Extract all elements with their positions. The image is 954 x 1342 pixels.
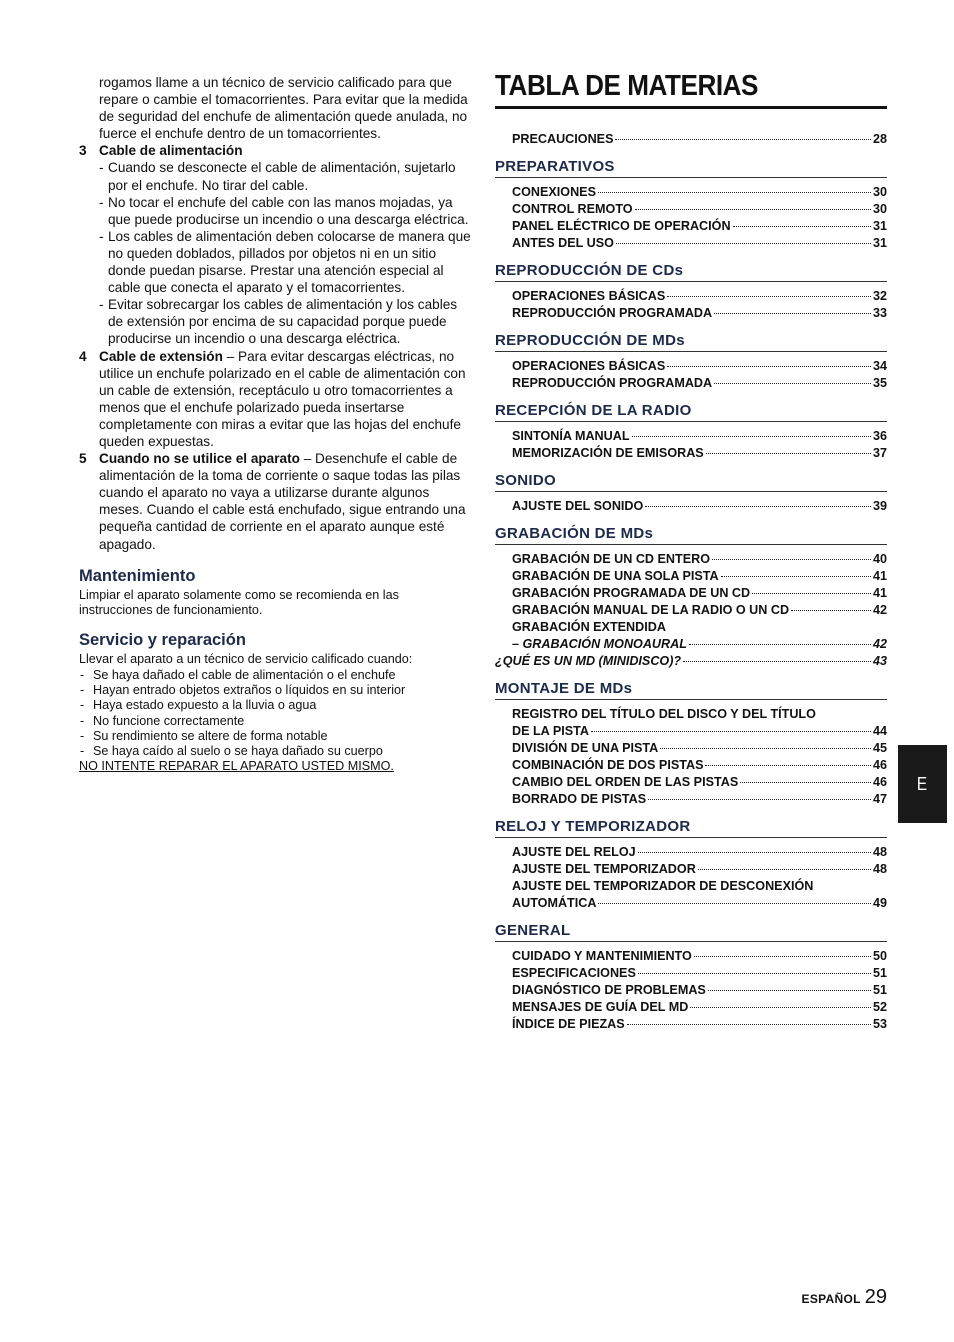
toc-entry-leader <box>598 903 871 904</box>
toc-entry <box>512 218 887 235</box>
toc-entry-label: OPERACIONES BÁSICAS <box>512 359 666 373</box>
toc-entry-label: DIVISIÓN DE UNA PISTA <box>512 741 659 755</box>
toc-section-heading: GENERAL <box>495 922 887 942</box>
servicio-bullet: - Hayan entrado objetos extraños o líquidos en su interior <box>80 683 406 697</box>
item-3-bullet: - No tocar el enchufe del cable con las manos mojadas, ya que puede producirse un incendio o una descarga eléctrica. <box>99 194 469 227</box>
toc-entry <box>512 740 887 757</box>
toc-entry-page: 48 <box>872 862 887 876</box>
toc-entry-page: 46 <box>872 758 887 772</box>
toc-entry-page: 34 <box>872 359 887 373</box>
toc-entry-leader <box>667 296 871 297</box>
toc-entry-page: 43 <box>872 654 887 668</box>
item-4-text: – Para evitar descargas eléctricas, no utilice un enchufe polarizado en el cable de alimentación con un cable de extensión, receptáculo u otro tomacorrientes a menos que el enchufe polarizado pueda insertarse completamente con miras a evitar que las hojas del enchufe queden expuestas. <box>99 348 466 449</box>
toc-section-heading: PREPARATIVOS <box>495 158 887 178</box>
toc-entry <box>512 844 887 861</box>
toc-entry <box>512 706 887 723</box>
toc-section-heading: MONTAJE DE MDs <box>495 680 887 700</box>
toc-entry-list <box>495 948 887 1033</box>
toc-entry-leader <box>705 765 871 766</box>
toc-entry <box>512 445 887 462</box>
toc-entry-leader <box>627 1024 871 1025</box>
toc-entry <box>512 602 887 619</box>
toc-entry-leader <box>712 559 871 560</box>
toc-entry-leader <box>708 990 871 991</box>
toc-entry <box>512 375 887 392</box>
toc-entry-leader <box>689 644 871 645</box>
toc-entry-label: CUIDADO Y MANTENIMIENTO <box>512 949 692 963</box>
toc-entry-leader <box>667 366 871 367</box>
toc-entry-page: 44 <box>872 724 887 738</box>
toc-entry-label: AJUSTE DEL TEMPORIZADOR <box>512 862 696 876</box>
toc-entry-leader <box>690 1007 871 1008</box>
toc-entry-page: 46 <box>872 775 887 789</box>
toc-entry-page: 32 <box>872 289 887 303</box>
toc-entry-page: 31 <box>872 236 887 250</box>
servicio-heading: Servicio y reparación <box>79 631 246 650</box>
toc-entry-list <box>495 844 887 912</box>
toc-group <box>495 922 887 1033</box>
item-5-title: Cuando no se utilice el aparato <box>99 451 300 467</box>
toc-entry-list <box>495 498 887 515</box>
toc-title: TABLA DE MATERIAS <box>495 70 759 102</box>
toc-entry-list <box>495 551 887 670</box>
toc-entry-leader <box>598 192 871 193</box>
toc-entry-leader <box>638 973 871 974</box>
toc-top-list <box>495 131 887 148</box>
toc-entry-label: OPERACIONES BÁSICAS <box>512 289 666 303</box>
toc-entry <box>512 201 887 218</box>
toc-entry <box>495 653 887 670</box>
toc-section-heading: RECEPCIÓN DE LA RADIO <box>495 402 887 422</box>
toc-entry-page: 41 <box>872 586 887 600</box>
toc-entry-leader <box>714 383 871 384</box>
item-3 <box>79 142 474 159</box>
toc-group <box>495 525 887 670</box>
item-3-bullet: - Cuando se desconecte el cable de alimentación, sujetarlo por el enchufe. No tirar del cable. <box>99 160 456 193</box>
toc-entry <box>512 184 887 201</box>
toc-entry-leader <box>638 852 871 853</box>
toc-entry-label: MENSAJES DE GUÍA DEL MD <box>512 1000 689 1014</box>
toc-entry <box>512 895 887 912</box>
toc-entry-leader <box>752 593 871 594</box>
toc-group <box>495 158 887 252</box>
toc-entry-leader <box>635 209 871 210</box>
toc-section-heading: SONIDO <box>495 472 887 492</box>
table-of-contents <box>495 68 887 1033</box>
toc-entry-leader <box>591 731 871 732</box>
toc-entry-label: GRABACIÓN MANUAL DE LA RADIO O UN CD <box>512 603 790 617</box>
toc-entry <box>512 723 887 740</box>
item-3-bullet: - Los cables de alimentación deben colocarse de manera que no queden doblados, pillados por objetos ni en un sitio donde puedan pisarse. Prestar una atención especial al cable que conecta el aparato y el tomacorrientes. <box>99 228 471 296</box>
toc-entry <box>512 551 887 568</box>
toc-section-heading: GRABACIÓN DE MDs <box>495 525 887 545</box>
toc-entry-label: CAMBIO DEL ORDEN DE LAS PISTAS <box>512 775 739 789</box>
toc-entry-leader <box>733 226 871 227</box>
toc-entry-leader <box>660 748 871 749</box>
servicio-bullet-text: Su rendimiento se altere de forma notable <box>93 728 328 743</box>
toc-entry-leader <box>632 436 871 437</box>
toc-entry-label: COMBINACIÓN DE DOS PISTAS <box>512 758 704 772</box>
toc-entry-label: AJUSTE DEL SONIDO <box>512 499 644 513</box>
toc-entry-list <box>495 706 887 808</box>
toc-entry-page: 51 <box>872 966 887 980</box>
servicio-bullet-text: Hayan entrado objetos extraños o líquidos en su interior <box>93 683 406 697</box>
toc-entry <box>512 757 887 774</box>
servicio-bullet-text: No funcione correctamente <box>93 713 245 728</box>
toc-entry <box>512 636 887 653</box>
toc-entry <box>512 861 887 878</box>
toc-entry-label: DE LA PISTA <box>512 724 589 738</box>
toc-group <box>495 332 887 392</box>
item-4-title: Cable de extensión <box>99 348 223 364</box>
item-5 <box>79 450 474 553</box>
toc-entry-label: AJUSTE DEL TEMPORIZADOR DE DESCONEXIÓN <box>512 879 814 893</box>
toc-entry-label: AJUSTE DEL RELOJ <box>512 845 636 859</box>
toc-entry <box>512 965 887 982</box>
toc-entry-page: 45 <box>872 741 887 755</box>
toc-section-heading: REPRODUCCIÓN DE MDs <box>495 332 887 352</box>
toc-entry-label: CONTROL REMOTO <box>512 202 633 216</box>
toc-entry <box>512 619 887 636</box>
toc-entry-page: 36 <box>872 429 887 443</box>
toc-entry-page: 35 <box>872 376 887 390</box>
title-rule <box>495 106 887 109</box>
toc-entry <box>512 131 887 148</box>
toc-entry-leader <box>648 799 871 800</box>
page-number: 29 <box>864 1286 887 1308</box>
toc-entry-leader <box>791 610 871 611</box>
servicio-intro: Llevar el aparato a un técnico de servicio calificado cuando: <box>79 652 413 667</box>
toc-entry-page: 28 <box>872 132 887 146</box>
toc-entry <box>512 585 887 602</box>
toc-entry-page: 53 <box>872 1017 887 1031</box>
toc-entry-page: 33 <box>872 306 887 320</box>
servicio-bullet: - Haya estado expuesto a la lluvia o agua <box>80 698 317 713</box>
toc-group <box>495 818 887 912</box>
toc-entry-leader <box>740 782 871 783</box>
toc-group <box>495 402 887 462</box>
toc-entry-label: REPRODUCCIÓN PROGRAMADA <box>512 376 713 390</box>
toc-entry-label: PANEL ELÉCTRICO DE OPERACIÓN <box>512 219 731 233</box>
toc-entry <box>512 428 887 445</box>
toc-entry-leader <box>721 576 871 577</box>
item-4 <box>79 348 474 451</box>
toc-entry-page: 37 <box>872 446 887 460</box>
toc-entry-label: DIAGNÓSTICO DE PROBLEMAS <box>512 983 706 997</box>
item-3-bullet-text: Los cables de alimentación deben colocarse de manera que no queden doblados, pillados por objetos ni en un sitio donde puedan pisarse. Prestar una atención especial al cable que conecta el aparato y el tomacorrientes. <box>108 228 471 296</box>
toc-entry <box>512 948 887 965</box>
toc-entry-label: SINTONÍA MANUAL <box>512 429 630 443</box>
toc-entry-label: ESPECIFICACIONES <box>512 966 636 980</box>
servicio-block <box>79 652 474 774</box>
toc-entry-page: 30 <box>872 202 887 216</box>
toc-entry <box>512 982 887 999</box>
mantenimiento-heading: Mantenimiento <box>79 566 196 585</box>
toc-entry-page: 31 <box>872 219 887 233</box>
toc-entry-page: 40 <box>872 552 887 566</box>
toc-entry-list <box>495 428 887 462</box>
toc-entry-leader <box>645 506 871 507</box>
toc-entry <box>512 878 887 895</box>
toc-entry-label: REGISTRO DEL TÍTULO DEL DISCO Y DEL TÍTULO <box>512 707 816 721</box>
toc-entry-page: 47 <box>872 792 887 806</box>
toc-entry-label: ÍNDICE DE PIEZAS <box>512 1017 625 1031</box>
item-3-bullet: - Evitar sobrecargar los cables de alimentación y los cables de extensión por encima de su capacidad porque puede producirse un incendio o una descarga eléctrica. <box>99 297 458 347</box>
toc-entry-label: GRABACIÓN PROGRAMADA DE UN CD <box>512 586 751 600</box>
toc-entry-label: AUTOMÁTICA <box>512 896 597 910</box>
toc-entry <box>512 305 887 322</box>
toc-entry-page: 52 <box>872 1000 887 1014</box>
toc-entry-page: 42 <box>872 603 887 617</box>
servicio-bullet: - No funcione correctamente <box>80 713 245 728</box>
toc-section-heading: REPRODUCCIÓN DE CDs <box>495 262 887 282</box>
toc-entry-label: GRABACIÓN DE UN CD ENTERO <box>512 552 711 566</box>
toc-entry-label: – GRABACIÓN MONOAURAL <box>512 637 687 651</box>
toc-entry-page: 49 <box>872 896 887 910</box>
toc-entry-label: CONEXIONES <box>512 185 596 199</box>
servicio-bullet-text: Haya estado expuesto a la lluvia o agua <box>93 698 317 713</box>
toc-groups <box>495 158 887 1033</box>
toc-entry-page: 30 <box>872 185 887 199</box>
item-3-bullet-text: Evitar sobrecargar los cables de alimentación y los cables de extensión por encima de su capacidad porque puede producirse un incendio o una descarga eléctrica. <box>108 297 458 347</box>
toc-entry-page: 41 <box>872 569 887 583</box>
item-3-bullet-text: No tocar el enchufe del cable con las manos mojadas, ya que puede producirse un incendio o una descarga eléctrica. <box>108 194 469 227</box>
language-tab-letter: E <box>917 773 928 794</box>
language-tab <box>898 745 947 823</box>
toc-entry-page: 39 <box>872 499 887 513</box>
intro-paragraph: rogamos llame a un técnico de servicio calificado para que repare o cambie el tomacorrientes. Para evitar que la medida de seguridad del enchufe de alimentación quede anulada, no fuerce el enchufe dentro de un tomacorrientes. <box>99 75 468 142</box>
toc-entry-leader <box>616 243 871 244</box>
item-4-number: 4 <box>79 348 87 364</box>
page-footer <box>802 1286 887 1309</box>
servicio-bullet-text: Se haya caído al suelo o se haya dañado su cuerpo <box>93 744 383 759</box>
servicio-bullet: - Su rendimiento se altere de forma notable <box>80 728 328 743</box>
toc-entry <box>512 1016 887 1033</box>
toc-entry-label: GRABACIÓN DE UNA SOLA PISTA <box>512 569 719 583</box>
toc-entry-label: MEMORIZACIÓN DE EMISORAS <box>512 446 704 460</box>
toc-entry-page: 51 <box>872 983 887 997</box>
toc-section-heading: RELOJ Y TEMPORIZADOR <box>495 818 887 838</box>
toc-entry <box>512 999 887 1016</box>
toc-entry-label: PRECAUCIONES <box>512 132 614 146</box>
toc-entry-leader <box>714 313 871 314</box>
servicio-bullet-text: Se haya dañado el cable de alimentación o el enchufe <box>93 667 396 682</box>
toc-entry <box>512 358 887 375</box>
item-3-bullet-text: Cuando se desconecte el cable de alimentación, sujetarlo por el enchufe. No tirar del cable. <box>108 160 456 193</box>
item-3-number: 3 <box>79 143 87 159</box>
servicio-warning: NO INTENTE REPARAR EL APARATO USTED MISMO. <box>79 759 394 774</box>
toc-entry-page: 50 <box>872 949 887 963</box>
toc-entry-leader <box>694 956 871 957</box>
toc-entry-page: 48 <box>872 845 887 859</box>
item-5-number: 5 <box>79 451 87 467</box>
toc-entry <box>512 288 887 305</box>
servicio-bullet: - Se haya caído al suelo o se haya dañado su cuerpo <box>80 744 383 759</box>
toc-entry <box>512 235 887 252</box>
toc-entry-label: GRABACIÓN EXTENDIDA <box>512 620 666 634</box>
toc-entry-leader <box>615 139 871 140</box>
toc-entry <box>512 568 887 585</box>
toc-entry <box>512 791 887 808</box>
toc-group <box>495 472 887 515</box>
footer-language: ESPAÑOL <box>801 1292 861 1306</box>
servicio-bullet: - Se haya dañado el cable de alimentación o el enchufe <box>80 667 396 682</box>
item-3-title: Cable de alimentación <box>99 143 243 159</box>
toc-entry-list <box>495 288 887 322</box>
item-5-text: – Desenchufe el cable de alimentación de la toma de corriente o saque todas las pilas cuando el aparato no vaya a utilizarse durante algunos meses. Cuando el cable está enchufado, sigue entrando una pequeña cantidad de corriente en el aparato aunque esté apagado. <box>99 451 466 552</box>
toc-entry-label: ¿QUÉ ES UN MD (MINIDISCO)? <box>495 654 682 668</box>
toc-group <box>495 262 887 322</box>
toc-entry-leader <box>683 661 871 662</box>
toc-entry <box>512 498 887 515</box>
left-column <box>79 74 474 775</box>
toc-entry-leader <box>706 453 871 454</box>
toc-group <box>495 680 887 808</box>
toc-entry-label: BORRADO DE PISTAS <box>512 792 647 806</box>
toc-entry <box>512 774 887 791</box>
toc-entry-leader <box>698 869 871 870</box>
toc-entry-label: ANTES DEL USO <box>512 236 614 250</box>
mantenimiento-text: Limpiar el aparato solamente como se recomienda en las instrucciones de funcionamiento. <box>79 587 399 618</box>
toc-entry-label: REPRODUCCIÓN PROGRAMADA <box>512 306 713 320</box>
toc-entry-page: 42 <box>872 637 887 651</box>
toc-entry-list <box>495 184 887 252</box>
toc-entry-list <box>495 358 887 392</box>
